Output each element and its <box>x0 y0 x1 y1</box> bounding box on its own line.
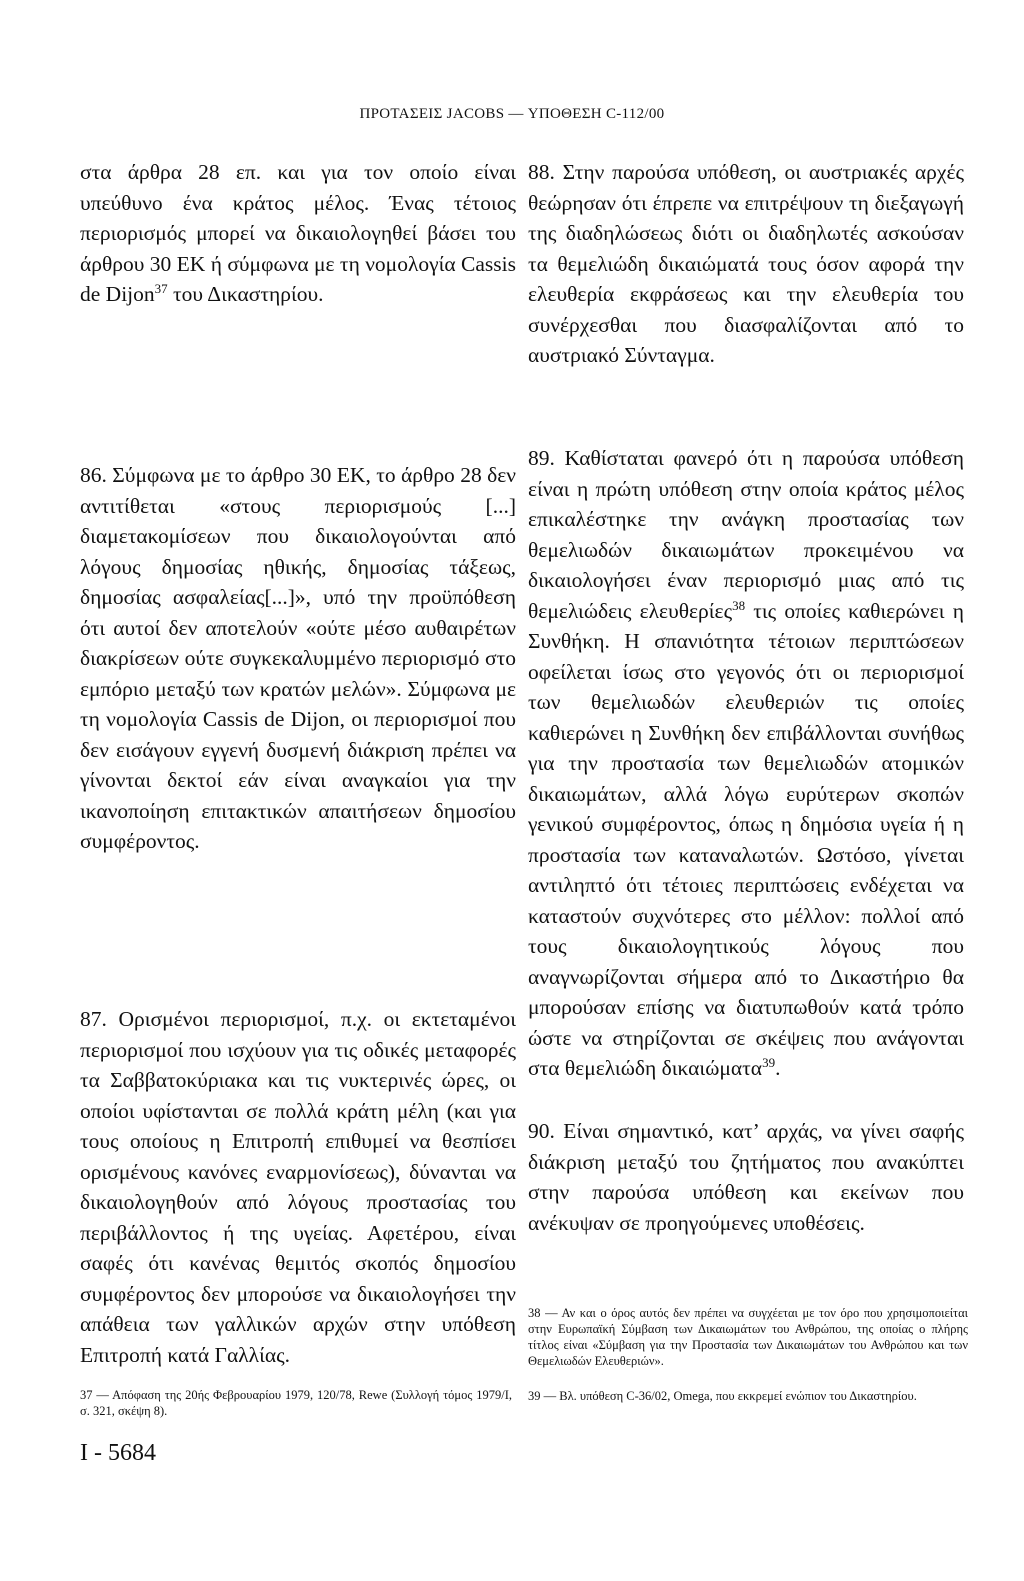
continuation-tail: του Δικαστηρίου. <box>167 282 324 306</box>
paragraph-88-text: 88. Στην παρούσα υπόθεση, οι αυστριακές αρχές θεώρησαν ότι έπρεπε να επιτρέψουν τη διεξαγωγή της διαδηλώσεως διότι οι διαδηλωτές ασκούσαν τα θεμελιώδη δικαιώματά τους όσον αφορά την ελευθερία εκφράσεως και την ελευθερία του συνέρχεσθαι που διασφαλίζονται από το αυστριακό Σύνταγμα. <box>528 160 964 367</box>
footnote-37: 37 — Απόφαση της 20ής Φεβρουαρίου 1979, 120/78, Rewe (Συλλογή τόμος 1979/Ι, σ. 321, σκέψη 8). <box>80 1388 512 1418</box>
footnote-ref-38[interactable]: 38 <box>732 597 746 613</box>
left-continuation-paragraph <box>80 157 516 310</box>
footnote-ref-37[interactable]: 37 <box>154 280 168 296</box>
footnote-ref-39[interactable]: 39 <box>762 1054 776 1070</box>
continuation-text: στα άρθρα 28 επ. και για τον οποίο είναι υπεύθυνο ένα κράτος μέλος. Ένας τέτοιος περιορισμός μπορεί να δικαιολογηθεί βάσει του άρθρου 30 ΕΚ ή σύμφωνα με τη νομολογία Cassis de Dijon <box>80 160 516 306</box>
paragraph-86-text: 86. Σύμφωνα με το άρθρο 30 ΕΚ, το άρθρο 28 δεν αντιτίθεται «στους περιορισμούς [...] διαμετακομίσεων που δικαιολογούνται από λόγους δημοσίας ηθικής, δημοσίας τάξεως, δημοσίας ασφαλείας[...]», υπό την προϋπόθεση ότι αυτοί δεν αποτελούν «ούτε μέσο αυθαιρέτων διακρίσεων ούτε συγκεκαλυμμένο περιορισμό στο εμπόριο μεταξύ των κρατών μελών». Σύμφωνα με τη νομολογία Cassis de Dijon, οι περιορισμοί που δεν εισάγουν εγγενή δυσμενή διάκριση πρέπει να γίνονται δεκτοί εάν είναι αναγκαίοι για την ικανοποίηση επιτακτικών απαιτήσεων δημοσίου συμφέροντος. <box>80 463 516 853</box>
paragraph-87-text: 87. Ορισμένοι περιορισμοί, π.χ. οι εκτεταμένοι περιορισμοί που ισχύουν για τις οδικές μεταφορές τα Σαββατοκύριακα και τις νυκτερινές ώρες, οι οποίοι υφίστανται σε πολλά κράτη μέλη (και για τους οποίους η Επιτροπή επιθυμεί να θεσπίσει ορισμένους κανόνες εναρμονίσεως), δύνανται να δικαιολογηθούν από λόγους προστασίας του περιβάλλοντος ή της υγείας. Αφετέρου, είναι σαφές ότι κανένας θεμιτός σκοπός δημοσίου συμφέροντος δεν μπορούσε να δικαιολογήσει την απάθεια των γαλλικών αρχών στην υπόθεση Επιτροπή κατά Γαλλίας. <box>80 1007 516 1367</box>
paragraph-89 <box>528 443 964 1084</box>
running-header: ΠΡΟΤΑΣΕΙΣ JACOBS — ΥΠΟΘΕΣΗ C-112/00 <box>359 106 665 122</box>
paragraph-90-text: 90. Είναι σημαντικό, κατ’ αρχάς, να γίνει σαφής διάκριση μεταξύ του ζητήματος που ανακύπτει στην παρούσα υπόθεση και εκείνων που ανέκυψαν σε προηγούμενες υποθέσεις. <box>528 1119 964 1235</box>
paragraph-89-text-b: τις οποίες καθιερώνει η Συνθήκη. Η σπανιότητα τέτοιων περιπτώσεων οφείλεται ίσως στο γεγονός ότι οι περιορισμοί των θεμελιωδών ελευθεριών τις οποίες καθιερώνει η Συνθήκη δεν επιβάλλονται συνήθως για την προστασία των θεμελιωδών ατομικών δικαιωμάτων, αλλά λόγω ευρύτερων σκοπών γενικού συμφέροντος, όπως η δημόσια υγεία ή η προστασία των καταναλωτών. Ωστόσο, γίνεται αντιληπτό ότι τέτοιες περιπτώσεις ενδέχεται να καταστούν συχνότερες στο μέλλον: πολλοί από τους δικαιολογητικούς λόγους που αναγνωρίζονται σήμερα από το Δικαστήριο θα μπορούσαν επίσης να διατυπωθούν κατά τρόπο ώστε να στηρίζονται σε σκέψεις που ανάγονται στα θεμελιώδη δικαιώματα <box>528 598 964 1080</box>
footnote-38: 38 — Αν και ο όρος αυτός δεν πρέπει να συγχέεται με τον όρο που χρησιμοποιείται στην Ευρωπαϊκή Σύμβαση των Δικαιωμάτων του Ανθρώπου, της οποίας ο πλήρης τίτλος είναι «Σύμβαση για την Προστασία των Δικαιωμάτων του Ανθρώπου και των Θεμελιωδών Ελευθεριών». <box>528 1306 968 1368</box>
paragraph-90 <box>528 1116 964 1238</box>
paragraph-89-text-c: . <box>775 1056 781 1080</box>
paragraph-87 <box>80 1004 516 1370</box>
footnote-39: 39 — Βλ. υπόθεση C-36/02, Omega, που εκκρεμεί ενώπιον του Δικαστηρίου. <box>528 1389 917 1403</box>
page-number: I - 5684 <box>80 1440 156 1466</box>
paragraph-89-text-a: 89. Καθίσταται φανερό ότι η παρούσα υπόθεση είναι η πρώτη υπόθεση στην οποία κράτος μέλος επικαλέστηκε την ανάγκη προστασίας των θεμελιωδών δικαιωμάτων προκειμένου να δικαιολογήσει έναν περιορισμό μιας από τις θεμελιώδεις ελευθερίες <box>528 446 964 623</box>
paragraph-86 <box>80 460 516 857</box>
paragraph-88 <box>528 157 964 371</box>
